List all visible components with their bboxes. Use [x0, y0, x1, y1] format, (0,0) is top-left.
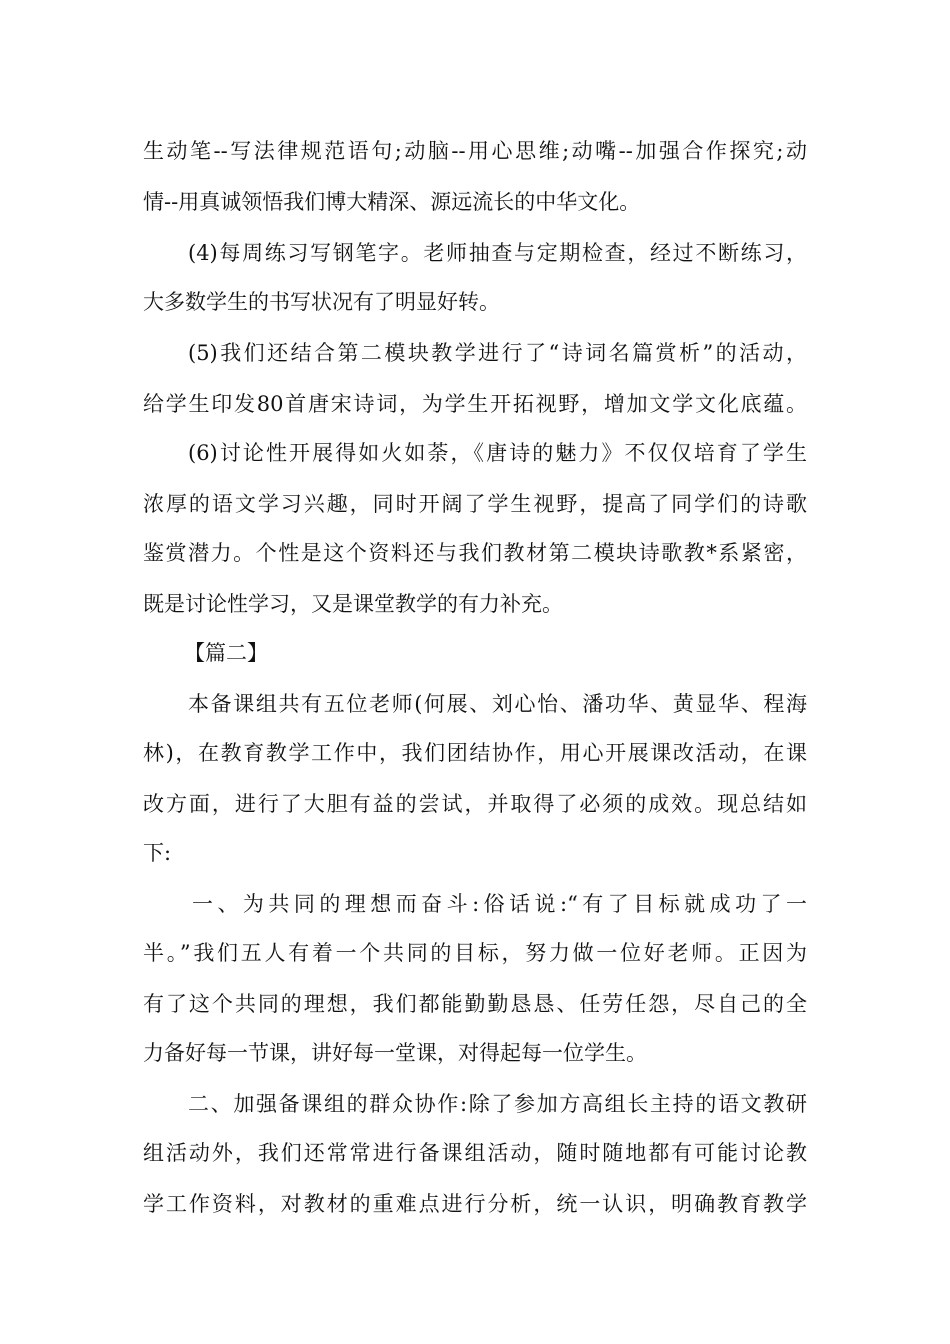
paragraph-line: 林)，在教育教学工作中，我们团结协作，用心开展课改活动，在课 [143, 741, 807, 765]
paragraph-line: 力备好每一节课，讲好每一堂课，对得起每一位学生。 [143, 1041, 647, 1065]
paragraph-line: 本备课组共有五位老师(何展、刘心怡、潘功华、黄显华、程海 [188, 692, 807, 716]
paragraph-line: 学工作资料，对教材的重难点进行分析，统一认识，明确教育教学 [143, 1192, 807, 1216]
paragraph-line: (6)讨论性开展得如火如荼，《唐诗的魅力》不仅仅培育了学生 [188, 441, 807, 465]
paragraph-line: (4)每周练习写钢笔字。老师抽查与定期检查，经过不断练习， [188, 241, 807, 265]
paragraph-line: 浓厚的语文学习兴趣，同时开阔了学生视野，提高了同学们的诗歌 [143, 492, 807, 516]
paragraph-line: 半。”我们五人有着一个共同的目标，努力做一位好老师。正因为 [143, 941, 807, 965]
paragraph-line: 组活动外，我们还常常进行备课组活动，随时随地都有可能讨论教 [143, 1141, 807, 1165]
paragraph-line: 大多数学生的书写状况有了明显好转。 [143, 290, 500, 314]
paragraph-line: (5)我们还结合第二模块教学进行了“诗词名篇赏析”的活动， [188, 341, 807, 365]
paragraph-line: 有了这个共同的理想，我们都能勤勤恳恳、任劳任怨，尽自己的全 [143, 992, 807, 1016]
paragraph-line: 下: [143, 841, 172, 865]
paragraph-line: 给学生印发80首唐宋诗词，为学生开拓视野，增加文学文化底蕴。 [143, 392, 807, 416]
paragraph-line: 既是讨论性学习，又是课堂教学的有力补充。 [143, 592, 563, 616]
paragraph-line: 情--用真诚领悟我们博大精深、源远流长的中华文化。 [143, 190, 641, 214]
paragraph-line: 鉴赏潜力。个性是这个资料还与我们教材第二模块诗歌教*系紧密， [143, 541, 807, 565]
paragraph-line: 一、为共同的理想而奋斗:俗话说:“有了目标就成功了一 [192, 892, 807, 916]
section-heading: 【篇二】 [184, 641, 268, 665]
paragraph-line: 二、加强备课组的群众协作:除了参加方高组长主持的语文教研 [188, 1092, 807, 1116]
paragraph-line: 生动笔--写法律规范语句;动脑--用心思维;动嘴--加强合作探究;动 [143, 139, 807, 163]
paragraph-line: 改方面，进行了大胆有益的尝试，并取得了必须的成效。现总结如 [143, 792, 807, 816]
